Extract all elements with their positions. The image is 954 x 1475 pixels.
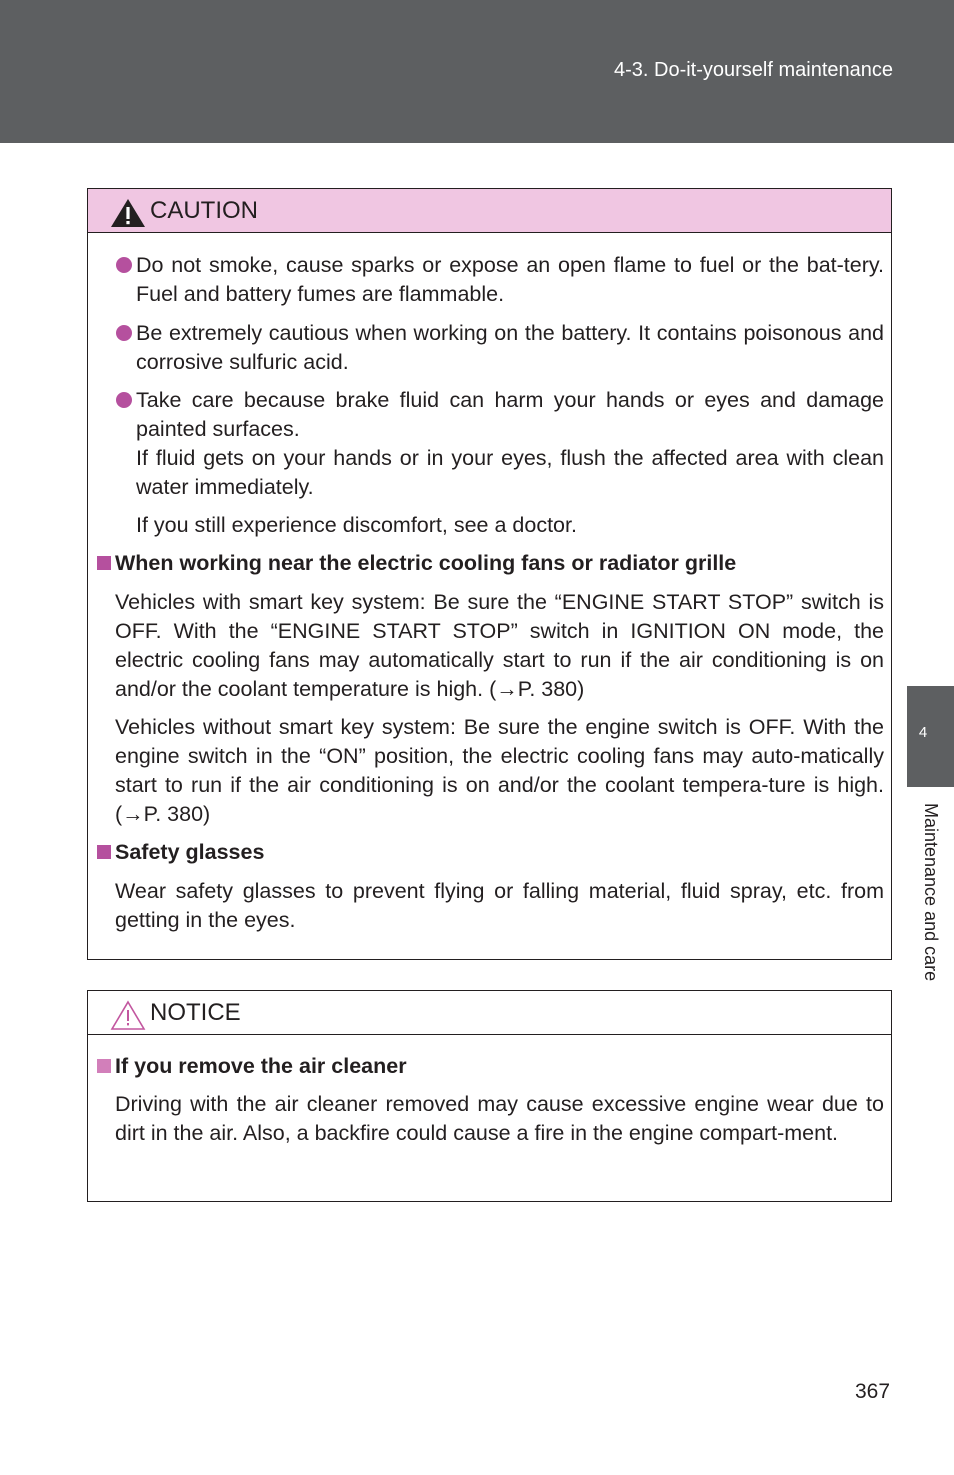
notice-title: NOTICE [150, 999, 241, 1026]
caution-section2-heading: Safety glasses [115, 840, 265, 864]
caution-header [88, 189, 891, 233]
section-marker [97, 845, 111, 859]
chapter-title: Maintenance and care [921, 803, 941, 982]
caution-section1-heading: When working near the electric cooling fans or radiator grille [115, 551, 737, 575]
warning-outline-icon [110, 1000, 146, 1030]
bullet-dot [116, 325, 132, 341]
page-number: 367 [855, 1380, 891, 1403]
caution-bullet-2: Be extremely cautious when working on the battery. It contains poisonous and corrosive sulfuric acid. [136, 321, 884, 374]
page-header [0, 0, 954, 143]
caution-bullet-3-extra: If fluid gets on your hands or in your eyes, flush the affected area with clean water immediately. [136, 446, 884, 499]
chapter-number: 4 [918, 724, 928, 741]
notice-header [88, 991, 891, 1035]
caution-box [87, 188, 892, 960]
caution-bullet-3: Take care because brake fluid can harm your hands or eyes and damage painted surfaces. [136, 388, 884, 441]
notice-heading: If you remove the air cleaner [115, 1054, 407, 1078]
caution-section1-para2: Vehicles without smart key system: Be sure the engine switch is OFF. With the engine switch in the “ON” position, the electric cooling fans may auto-matically start to run if the air conditioning is on and/or the coolant tempera-ture is high. (→P. 380) [115, 715, 884, 826]
section-marker [97, 1059, 111, 1073]
notice-para: Driving with the air cleaner removed may cause excessive engine wear due to dirt in the air. Also, a backfire could cause a fire in the engine compart-ment. [115, 1092, 884, 1145]
warning-filled-icon [110, 198, 146, 228]
caution-section2-para: Wear safety glasses to prevent flying or falling material, fluid spray, etc. from getting in the eyes. [115, 879, 884, 932]
caution-title: CAUTION [150, 197, 258, 224]
notice-box [87, 990, 892, 1202]
caution-bullet-1: Do not smoke, cause sparks or expose an open flame to fuel or the bat-tery. Fuel and battery fumes are flammable. [136, 253, 884, 306]
caution-bullet-3-extra2: If you still experience discomfort, see a doctor. [136, 513, 577, 537]
bullet-dot [116, 257, 132, 273]
caution-section1-para1: Vehicles with smart key system: Be sure the “ENGINE START STOP” switch is OFF. With the “ENGINE START STOP” switch in IGNITION ON mode, the electric cooling fans may automatically start to run if the air conditioning is on and/or the coolant temperature is high. (→P. 380) [115, 590, 884, 701]
section-title: 4-3. Do-it-yourself maintenance [613, 59, 893, 81]
chapter-tab [907, 686, 954, 787]
section-marker [97, 556, 111, 570]
bullet-dot [116, 392, 132, 408]
